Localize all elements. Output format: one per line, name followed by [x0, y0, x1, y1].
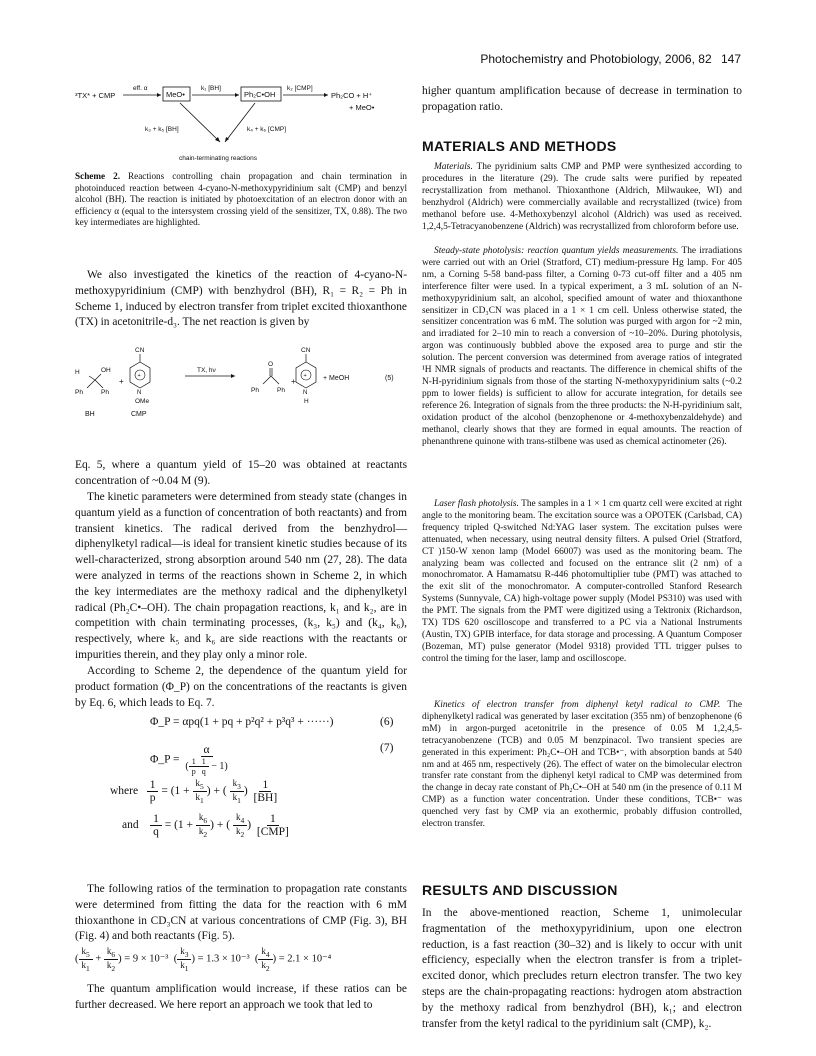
pyr-cn: CN [301, 347, 311, 354]
equation-6: Φ_P = αpq(1 + pq + p²q² + p³q³ + ······) [150, 716, 334, 728]
scheme-k1-label: k₁ [BH] [201, 85, 221, 92]
scheme-2-diagram [75, 84, 407, 164]
methods-laser-flash-text: The samples in a 1 × 1 cm quartz cell were excited at right angle to the monitoring beam. The excitation source was a OPOTEK (Carlsbad, CA) frequency tripled Q-switched Nd:YAG laser system. The excitation pulses were attenuated, when necessary, using neutral density filters. A pulsed Oriel (Stratford, CT )150-W xenon lamp (Model 66007) was used as the monitoring beam. The analyzing beam was collected and focused on the entrance slit (2 nm) of a monochromator. A Hamamatsu R-446 photomultiplier tube (PMT) was attached to the exit slit of the monochromator. A computer-controlled Stanford Research Systems (Sunnyvale, CA) high-voltage power supply (Model PS310) was used with the PMT. The signals from the PMT were digitized using a Tektronix (Richardson, TX) TDS 620 oscilloscope and transferred to a PC via a National Instruments (Austin, TX) GPIB interface, for data storage and processing. A Quantum Composer (Bozeman, MT) pulse generator (Model 9318) provided TTL trigger pulses to control the timing for the laser, lamp and oscilloscope. [422, 499, 742, 664]
scheme-2-caption [75, 171, 407, 229]
bh-ph-right: Ph [101, 389, 109, 396]
scheme-start: ³TX* + CMP [75, 91, 116, 100]
reaction-structures-svg [75, 344, 407, 444]
ratio-equations: ( $\frac{k_5}{k_1}$ + $\frac{k_6}{k_2}$ ) = 9 × 10⁻³ ( $\frac{k_3}{k_1}$ ) = 1.3 × 10⁻³ ( $\frac{k_4}{k_2}$ ) = 2.1 × 10⁻⁴ [75, 946, 332, 973]
heading-materials-methods: MATERIALS AND METHODS [422, 138, 617, 154]
methods-materials-text: The pyridinium salts CMP and PMP were synthesized according to procedures in the literature (29). The crude salts were purified by repeated recrystallization from methanol. Thioxanthone (Aldrich, Milwaukee, WI) and benzhydrol (Aldrich) were commercially available and recrystallized (twice) from methanol before use. 4-Methoxybenzyl alcohol (Aldrich) was used as received. 1,2,4,5-Tetracyanobenzene (Aldrich) was recrystallized from chloroform before use. [422, 162, 742, 232]
equation-6-number: (6) [380, 716, 394, 728]
pyr-h: H [304, 398, 309, 405]
methods-steady-state-text: The irradiations were carried out with an Oriel (Stratford, CT) medium-pressure Hg lamp. For 405 nm, a Corning 5-58 band-pass filter, a Corning 0-73 cut-off filter and a 405 nm interference filter were used. In a typical experiment, a 3 mL solution of an N-methoxypyridinium salt, an alcohol, specified amount of water and thioxanthone sensitizer in CD₃CN was placed in a 1 × 1 cm cell. Unless otherwise stated, the sensitizer concentration was 6 mM. The solution was purged with argon for ~2 min, and irradiated for 2–10 min to reach a conversion of ~10–20%. During photolysis, argon was continuously bubbled above the exposed area to purge and stir the solution. The percent conversion was determined from average ratios of integrated ¹H NMR signals of products and reactants. The difference in chemical shifts of the N-H-pyridinium signals from those of the starting N-methoxypyridinium salts (~0.2 ppm to lower fields) is sufficient to allow for accurate integration, for details see reference 26. Integration of signals from the three products: the N-H-pyridinium salt, oxidation product of the alcohol (benzophenone or 4-methoxybenzaldehyde) and methanol, clearly shows that they are formed in equal amounts. The reaction of phenanthrene quinone with trans-stilbene was used as chemical actinometer (26). [422, 246, 742, 447]
scheme-k2-label: k₂ [CMP] [287, 85, 313, 92]
cmp-cn: CN [135, 347, 145, 354]
scheme-product: Ph₂CO + H⁺ [331, 91, 373, 100]
equation-7 [150, 744, 231, 776]
methods-steady-state-lead: Steady-state photolysis: reaction quantum yields measurements. [434, 246, 679, 256]
results-paragraph-1: In the above-mentioned reaction, Scheme 1, unimolecular fragmentation of the methoxypyridinium, upon one electron reduction, is a fast reaction (30–32) and is likely to occur with unit efficiency, especially when the electron transfer is from a triplet-excited donor, which precludes return electron transfer. The two key steps are the chain-propagating reactions: hydrogen atom abstraction by the methoxy radical from benzhydrol (BH), k₁; and electron transfer from the ketyl radical to the pyridinium salt (CMP), k₂. [422, 907, 742, 1030]
scheme-term-label: chain-terminating reactions [179, 155, 258, 162]
left-paragraph-2: Eq. 5, where a quantum yield of 15–20 was obtained at reactants concentration of ~0.04 M (9). [75, 459, 407, 487]
page-number: 147 [720, 52, 741, 66]
methods-kinetics [422, 700, 742, 831]
ratio-3-value: = 2.1 × 10⁻⁴ [278, 953, 332, 965]
bp-o: O [268, 361, 274, 368]
right-paragraph-0: higher quantum amplification because of decrease in termination to propagation ratio. [422, 85, 742, 113]
eq5-number: (5) [385, 375, 394, 382]
meoh-product: + MeOH [323, 375, 350, 382]
scheme-product-2: + MeO• [349, 103, 375, 112]
left-paragraph-6: The quantum amplification would increase, if these ratios can be further decreased. We here report an approach we took that led to [75, 983, 407, 1011]
methods-materials-lead: Materials. [434, 162, 473, 172]
svg-text:+: + [291, 377, 296, 386]
reaction-arrow-label: TX, hν [197, 367, 216, 374]
caption-text: Reactions controlling chain propagation and chain termination in photoinduced reaction between 4-cyano-N-methoxypyridinium salt (CMP) and benzyl alcohol (BH). The reaction is initiated by photoexcitation of an electron donor with an efficiency α (equal to the intersystem crossing yield of the sensitizer, TX, 0.88). The two key intermediates are highlighted. [75, 171, 407, 228]
equation-7-number: (7) [380, 742, 394, 754]
scheme-box-ketyl: Ph₂C•OH [244, 90, 276, 99]
bh-ph-left: Ph [75, 389, 83, 396]
scheme-box-methoxy: MeO• [166, 90, 185, 99]
and-label: and [122, 818, 139, 831]
eq7-fraction: α ( $\frac{1}{p}$ $\frac{1}{q}$ − 1) [185, 744, 228, 776]
scheme-2-svg [75, 84, 407, 164]
scheme-eff-label: eff. α [133, 85, 148, 92]
methods-kinetics-lead: Kinetics of electron transfer from diphenyl ketyl radical to CMP. [434, 700, 721, 710]
running-header [474, 52, 741, 66]
left-paragraph-3: The kinetic parameters were determined from steady state (changes in quantum yield as a function of concentration of both reactants) and from transient kinetics. The radical derived from the benzhydrol—diphenylketyl radical—is ideal for transient kinetic studies because of its well-characterized, strong absorption around 540 nm (27, 28). The data were analyzed in terms of the reactions shown in Scheme 2, in which the key intermediates are the methoxy radical and the diphenylketyl radical (Ph₂C•–OH). The chain propagation reactions, k₁ and k₂, are in competition with chain terminating processes, (k₃, k₅) and (k₄, k₆), respectively, where k₅ and k₆ are side reactions with the reactants or impurities therein, and they play only a minor role. [75, 491, 407, 661]
left-paragraph-1: We also investigated the kinetics of the reaction of 4-cyano-N-methoxypyridinium (CMP) with benzhydrol (BH), R₁ = R₂ = Ph in Scheme 1, induced by electron transfer from triplet excited thioxanthone (TX) in acetonitrile-d₃. The net reaction is given by [75, 269, 407, 329]
methods-laser-flash [422, 499, 742, 666]
methods-kinetics-text: The diphenylketyl radical was generated by laser excitation (355 nm) of benzophenone (6 mM) in argon-purged acetonitrile in the presence of 0.05 M 1,2,4,5-tetracyanobenzene (TCB) and 0.05 M benzpinacol. Two transient species are generated in this experiment: Ph₂C•–OH and TCB•⁻, with absorption bands at 540 nm and at 465 nm, respectively (26). The effect of water on the bimolecular electron transfer rate constant from the diphenyl ketyl radical to CMP was determined from the change in decay rate constant of Ph₂C•–OH at 540 nm (in the presence of 0.11 M CMP) as a function water concentration. Under these conditions, TCB•⁻ was quenched very fast by CMP via an exothermic, probably diffusion controlled, electron transfer. [422, 700, 742, 830]
bh-h: H [75, 369, 80, 376]
svg-text:+: + [119, 377, 124, 386]
cmp-label: CMP [131, 411, 147, 418]
methods-steady-state [422, 246, 742, 448]
methods-materials [422, 162, 742, 233]
ratio-2-value: = 1.3 × 10⁻³ [197, 953, 250, 965]
bh-label: BH [85, 411, 95, 418]
heading-results-discussion: RESULTS AND DISCUSSION [422, 882, 618, 898]
where-label: where [110, 784, 139, 797]
svg-text:N: N [303, 390, 308, 396]
bh-oh: OH [101, 367, 111, 374]
journal-citation: Photochemistry and Photobiology, 2006, 82 [480, 52, 712, 66]
caption-label: Scheme 2. [75, 171, 120, 181]
reaction-equation-5 [75, 344, 407, 444]
eq7-lhs: Φ_P = [150, 753, 180, 766]
left-paragraph-4: According to Scheme 2, the dependence of the quantum yield for product formation (Φ_P) on the concentrations of the reactants is given by Eq. 6, which leads to Eq. 7. [75, 665, 407, 709]
cmp-ome: OMe [135, 398, 150, 405]
equation-p-def: where $\frac{1}{p}$ = (1 + $\frac{k_5}{k_1}$ ) + ( $\frac{k_3}{k_1}$ ) $\frac{1}{[BH]}$ [110, 778, 278, 805]
bp-ph-left: Ph [251, 387, 259, 394]
equation-q-def: and $\frac{1}{q}$ = (1 + $\frac{k_6}{k_2}$ ) + ( $\frac{k_4}{k_2}$ ) $\frac{1}{\text{[CMP]}}$ [122, 812, 289, 839]
svg-text:N: N [137, 390, 142, 396]
methods-laser-flash-lead: Laser flash photolysis. [434, 499, 519, 509]
svg-text:+: + [137, 373, 141, 379]
left-paragraph-5: The following ratios of the termination to propagation rate constants were determined from fitting the data for the reaction with 6 mM thioxanthone in CD₃CN at various concentrations of CMP (Fig. 3), BH (Fig. 4) and both reactants (Fig. 5). [75, 883, 407, 943]
svg-text:+: + [303, 373, 307, 379]
bp-ph-right: Ph [277, 387, 285, 394]
scheme-term-left: k₃ + k₅ [BH] [145, 126, 179, 133]
ratio-1-value: = 9 × 10⁻³ [124, 953, 169, 965]
scheme-term-right: k₄ + k₆ [CMP] [247, 126, 287, 133]
